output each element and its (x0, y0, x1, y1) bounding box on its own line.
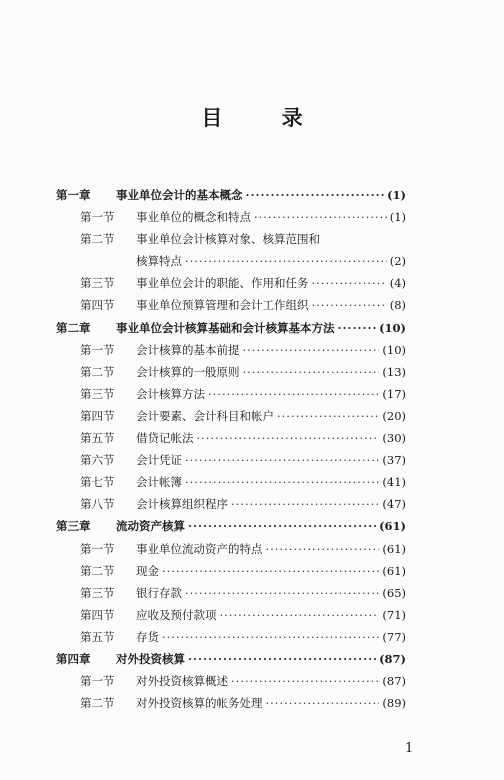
toc-section-entry (56, 607, 406, 629)
toc-entry-label: 第一节 (80, 674, 115, 689)
toc-entry-label: 第三节 (80, 386, 115, 401)
toc-entry-page: (4) (389, 276, 406, 291)
toc-entry-page: (65) (382, 585, 406, 600)
toc-section-entry (56, 629, 406, 651)
toc-section-entry (56, 253, 406, 275)
toc-entry-page: (87) (379, 651, 406, 666)
table-of-contents (56, 187, 406, 717)
toc-entry-title: 对外投资核算概述 (136, 674, 228, 689)
toc-entry-label: 第五节 (80, 629, 115, 644)
toc-entry-title: 事业单位的概念和特点 (136, 210, 251, 225)
toc-leader-dots (162, 630, 379, 644)
toc-entry-title: 对外投资核算 (116, 651, 185, 666)
toc-leader-dots (312, 276, 387, 290)
toc-entry-page: (61) (379, 519, 406, 534)
toc-entry-page: (1) (389, 210, 406, 225)
toc-entry-page: (30) (382, 431, 406, 446)
toc-leader-dots (243, 343, 380, 357)
toc-entry-label: 第二节 (80, 563, 115, 578)
toc-leader-dots (231, 674, 379, 688)
toc-entry-title: 借贷记帐法 (136, 431, 194, 446)
toc-entry-title: 事业单位会计核算基础和会计核算基本方法 (116, 320, 335, 335)
toc-section-entry (56, 275, 406, 297)
toc-chapter-entry (56, 651, 406, 673)
toc-leader-dots (338, 321, 377, 335)
toc-entry-label: 第二节 (80, 364, 115, 379)
toc-leader-dots (277, 409, 379, 423)
toc-entry-label: 第二节 (80, 696, 115, 711)
toc-entry-label: 第四章 (56, 651, 91, 666)
toc-section-entry (56, 673, 406, 695)
toc-leader-dots (208, 387, 379, 401)
toc-entry-title: 会计核算的基本前提 (136, 342, 240, 357)
toc-section-entry (56, 209, 406, 231)
toc-section-entry (56, 297, 406, 319)
toc-section-entry (56, 695, 406, 717)
toc-entry-label: 第四节 (80, 607, 115, 622)
toc-leader-dots (312, 298, 387, 312)
toc-leader-dots (266, 542, 380, 556)
toc-leader-dots (185, 586, 379, 600)
toc-section-entry (56, 563, 406, 585)
toc-entry-label: 第三章 (56, 519, 91, 534)
toc-entry-label: 第四节 (80, 298, 115, 313)
toc-entry-label: 第二节 (80, 232, 115, 247)
toc-entry-title: 事业单位流动资产的特点 (136, 541, 263, 556)
toc-chapter-entry (56, 320, 406, 342)
toc-entry-page: (10) (382, 342, 406, 357)
toc-section-entry (56, 585, 406, 607)
toc-entry-page: (13) (382, 364, 406, 379)
toc-leader-dots (162, 564, 379, 578)
toc-leader-dots (266, 696, 380, 710)
toc-section-entry (56, 430, 406, 452)
toc-leader-dots (220, 608, 380, 622)
toc-section-entry (56, 496, 406, 518)
toc-leader-dots (188, 652, 376, 666)
toc-leader-dots (243, 365, 380, 379)
toc-entry-page: (47) (382, 497, 406, 512)
toc-leader-dots (254, 210, 387, 224)
toc-entry-page: (1) (387, 188, 406, 202)
toc-entry-label: 第一节 (80, 342, 115, 357)
toc-entry-label: 第二章 (56, 320, 91, 335)
page-title: 目 录 (201, 105, 329, 130)
toc-entry-label: 第一节 (80, 210, 115, 225)
toc-entry-page: (37) (382, 453, 406, 468)
toc-entry-label: 第三节 (80, 276, 115, 291)
toc-entry-title: 会计核算方法 (136, 386, 205, 401)
toc-leader-dots (185, 475, 379, 489)
toc-entry-label: 第八节 (80, 497, 115, 512)
toc-entry-title: 存货 (136, 629, 159, 644)
toc-entry-title: 核算特点 (136, 254, 182, 269)
toc-entry-label: 第一节 (80, 541, 115, 556)
toc-entry-page: (61) (382, 541, 406, 556)
toc-leader-dots (246, 188, 385, 202)
toc-section-entry (56, 342, 406, 364)
toc-entry-label: 第三节 (80, 585, 115, 600)
toc-entry-title: 对外投资核算的帐务处理 (136, 696, 263, 711)
toc-chapter-entry (56, 518, 406, 540)
toc-entry-title: 会计要素、会计科目和帐户 (136, 408, 274, 423)
toc-entry-title: 事业单位预算管理和会计工作组织 (136, 298, 309, 313)
toc-entry-title: 会计核算组织程序 (136, 497, 228, 512)
toc-entry-page: (17) (382, 386, 406, 401)
toc-entry-label: 第五节 (80, 431, 115, 446)
toc-entry-title: 流动资产核算 (116, 519, 185, 534)
toc-section-entry (56, 452, 406, 474)
toc-section-entry (56, 364, 406, 386)
toc-section-entry (56, 386, 406, 408)
toc-entry-page: (71) (382, 607, 406, 622)
toc-section-entry (56, 408, 406, 430)
toc-leader-dots (188, 519, 376, 533)
toc-entry-title: 会计核算的一般原则 (136, 364, 240, 379)
toc-section-entry (56, 474, 406, 496)
toc-leader-dots (185, 453, 379, 467)
toc-leader-dots (231, 497, 379, 511)
toc-entry-title: 事业单位会计的职能、作用和任务 (136, 276, 309, 291)
toc-section-entry (56, 541, 406, 563)
toc-entry-page: (61) (382, 563, 406, 578)
toc-entry-label: 第六节 (80, 453, 115, 468)
toc-entry-title: 现金 (136, 563, 159, 578)
toc-entry-page: (20) (382, 408, 406, 423)
toc-entry-label: 第一章 (56, 188, 91, 202)
toc-entry-title: 事业单位会计核算对象、核算范围和 (136, 232, 320, 247)
toc-leader-dots (185, 254, 387, 268)
toc-entry-title: 应收及预付款项 (136, 607, 217, 622)
toc-entry-label: 第七节 (80, 475, 115, 490)
toc-entry-page: (2) (389, 254, 406, 269)
toc-section-entry (56, 231, 406, 253)
toc-entry-page: (10) (379, 320, 406, 335)
toc-entry-title: 银行存款 (136, 585, 182, 600)
toc-leader-dots (197, 431, 380, 445)
toc-entry-page: (77) (382, 629, 406, 644)
toc-entry-page: (87) (382, 674, 406, 689)
toc-entry-title: 事业单位会计的基本概念 (116, 188, 243, 202)
page-number: 1 (405, 741, 414, 756)
toc-entry-title: 会计帐簿 (136, 475, 182, 490)
toc-chapter-entry (56, 187, 406, 209)
toc-entry-label: 第四节 (80, 408, 115, 423)
toc-entry-page: (89) (382, 696, 406, 711)
toc-entry-page: (8) (389, 298, 406, 313)
toc-entry-title: 会计凭证 (136, 453, 182, 468)
toc-entry-page: (41) (382, 475, 406, 490)
